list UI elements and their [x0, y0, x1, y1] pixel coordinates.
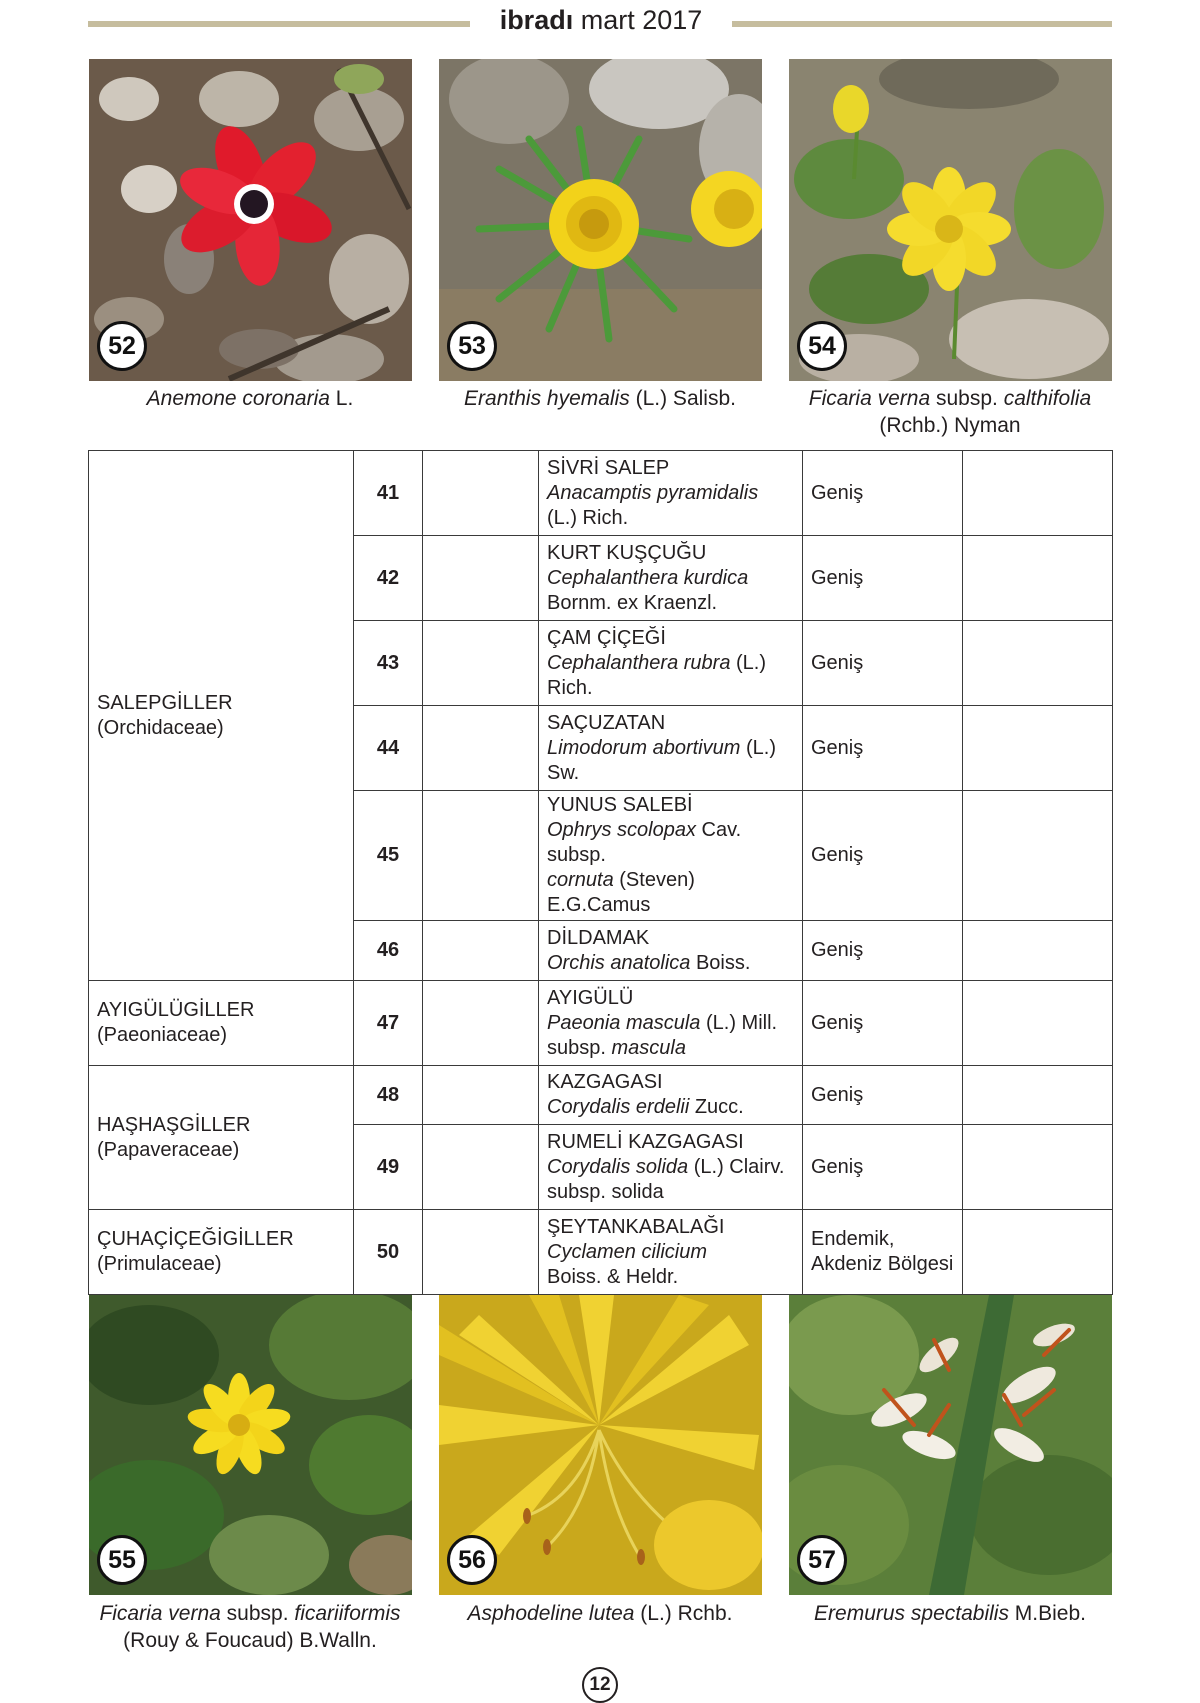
photo-eranthis-hyemalis	[439, 59, 762, 381]
family-cell: SALEPGİLLER (Orchidaceae)	[89, 451, 354, 981]
distribution-cell: Geniş	[803, 921, 963, 981]
distribution-cell: Geniş	[803, 536, 963, 621]
photo-eremurus-spectabilis	[789, 1295, 1112, 1595]
caption-eremurus-spectabilis: Eremurus spectabilis M.Bieb.	[814, 1602, 1086, 1625]
table-row	[89, 451, 1113, 536]
issue-date: mart 2017	[580, 5, 703, 35]
photo-ficaria-verna-ficariiformis	[89, 1295, 412, 1595]
magazine-name: ibradı	[499, 5, 574, 35]
species-name-cell: YUNUS SALEBİ Ophrys scolopax Cav. subsp. cornuta (Steven) E.G.Camus	[539, 791, 803, 921]
empty-cell	[963, 451, 1113, 536]
species-name-cell: ŞEYTANKABALAĞI Cyclamen cilicium Boiss. & Heldr.	[539, 1210, 803, 1295]
empty-cell	[963, 981, 1113, 1066]
photo-number-badge: 55	[97, 1535, 147, 1585]
distribution-cell: Geniş	[803, 1125, 963, 1210]
caption-eranthis-hyemalis: Eranthis hyemalis (L.) Salisb.	[464, 387, 736, 410]
species-name-cell: SİVRİ SALEP Anacamptis pyramidalis (L.) Rich.	[539, 451, 803, 536]
distribution-cell: Geniş	[803, 451, 963, 536]
distribution-cell: Geniş	[803, 621, 963, 706]
species-number: 44	[354, 706, 423, 791]
species-name-cell: ÇAM ÇİÇEĞİ Cephalanthera rubra (L.) Rich.	[539, 621, 803, 706]
species-number: 46	[354, 921, 423, 981]
family-cell: HAŞHAŞGİLLER (Papaveraceae)	[89, 1066, 354, 1210]
distribution-cell: Geniş	[803, 791, 963, 921]
page-number: 12	[582, 1667, 618, 1703]
empty-cell	[963, 1125, 1113, 1210]
species-number: 48	[354, 1066, 423, 1125]
empty-cell	[423, 1210, 539, 1295]
empty-cell	[423, 706, 539, 791]
species-table	[88, 450, 1113, 1295]
empty-cell	[423, 981, 539, 1066]
distribution-cell: Geniş	[803, 1066, 963, 1125]
empty-cell	[963, 706, 1113, 791]
photo-anemone-coronaria	[89, 59, 412, 381]
table-row	[89, 981, 1113, 1066]
empty-cell	[423, 451, 539, 536]
species-name-cell: KURT KUŞÇUĞU Cephalanthera kurdica Bornm. ex Kraenzl.	[539, 536, 803, 621]
table-row	[89, 1066, 1113, 1125]
table-row	[89, 1210, 1113, 1295]
species-name-cell: DİLDAMAK Orchis anatolica Boiss.	[539, 921, 803, 981]
photo-ficaria-verna-calthifolia	[789, 59, 1112, 381]
empty-cell	[963, 791, 1113, 921]
empty-cell	[963, 1210, 1113, 1295]
photo-number-badge: 56	[447, 1535, 497, 1585]
species-number: 45	[354, 791, 423, 921]
empty-cell	[963, 621, 1113, 706]
photo-number-badge: 54	[797, 321, 847, 371]
species-number: 42	[354, 536, 423, 621]
species-number: 49	[354, 1125, 423, 1210]
photo-number-badge: 52	[97, 321, 147, 371]
photo-number-badge: 53	[447, 321, 497, 371]
header-rule-right	[732, 21, 1112, 27]
species-name-cell: RUMELİ KAZGAGASI Corydalis solida (L.) Clairv. subsp. solida	[539, 1125, 803, 1210]
empty-cell	[423, 1066, 539, 1125]
caption-ficaria-verna-ficariiformis: Ficaria verna subsp. ficariiformis (Rouy & Foucaud) B.Walln.	[99, 1602, 401, 1652]
empty-cell	[423, 791, 539, 921]
distribution-cell: Geniş	[803, 706, 963, 791]
empty-cell	[423, 1125, 539, 1210]
species-name-cell: SAÇUZATAN Limodorum abortivum (L.) Sw.	[539, 706, 803, 791]
caption-anemone-coronaria: Anemone coronaria L.	[146, 387, 354, 410]
empty-cell	[963, 536, 1113, 621]
species-name-cell: AYIGÜLÜ Paeonia mascula (L.) Mill. subsp. mascula	[539, 981, 803, 1066]
distribution-cell: Geniş	[803, 981, 963, 1066]
empty-cell	[963, 921, 1113, 981]
species-number: 47	[354, 981, 423, 1066]
caption-asphodeline-lutea: Asphodeline lutea (L.) Rchb.	[467, 1602, 733, 1625]
running-header	[470, 3, 732, 37]
caption-ficaria-verna-calthifolia: Ficaria verna subsp. calthifolia (Rchb.) Nyman	[808, 387, 1092, 437]
species-name-cell: KAZGAGASI Corydalis erdelii Zucc.	[539, 1066, 803, 1125]
empty-cell	[423, 921, 539, 981]
photo-number-badge: 57	[797, 1535, 847, 1585]
distribution-cell: Endemik, Akdeniz Bölgesi	[803, 1210, 963, 1295]
family-cell: ÇUHAÇİÇEĞİGİLLER (Primulaceae)	[89, 1210, 354, 1295]
family-cell: AYIGÜLÜGİLLER (Paeoniaceae)	[89, 981, 354, 1066]
empty-cell	[423, 621, 539, 706]
empty-cell	[963, 1066, 1113, 1125]
empty-cell	[423, 536, 539, 621]
header-rule-left	[88, 21, 470, 27]
species-number: 50	[354, 1210, 423, 1295]
species-number: 41	[354, 451, 423, 536]
species-number: 43	[354, 621, 423, 706]
photo-asphodeline-lutea	[439, 1295, 762, 1595]
